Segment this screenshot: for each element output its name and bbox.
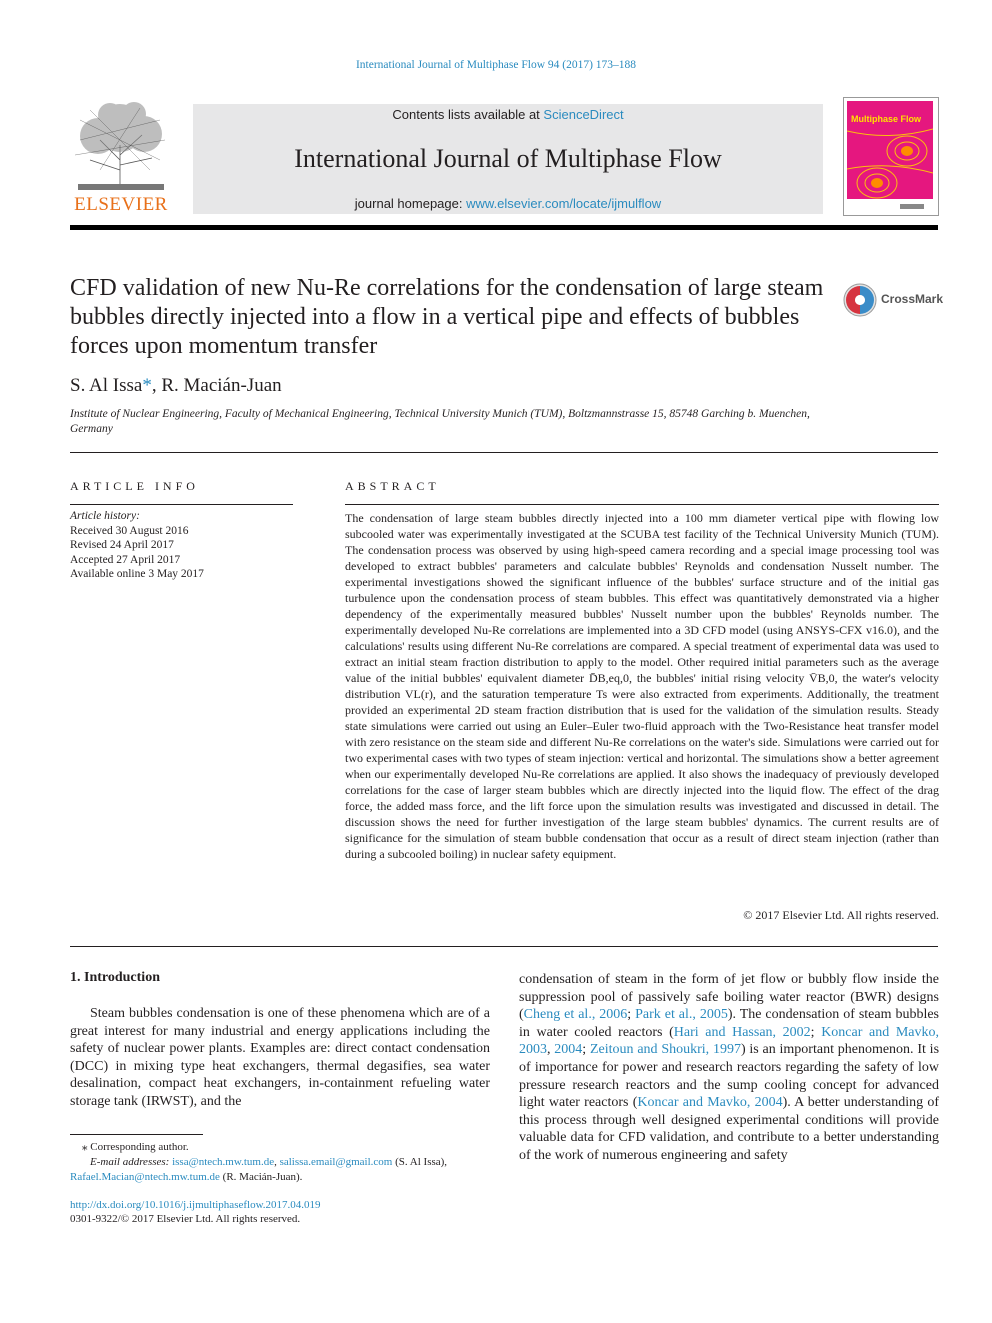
history-revised: Revised 24 April 2017 <box>70 539 174 551</box>
abstract-text: The condensation of large steam bubbles directly injected into a 100 mm diameter vertical pipe with flowing low subcooled water was experimentally investigated at the SCUBA test facility of the Technical University Munich (TUM). The condensation process was observed by using high-speed camera recording and a special image processing tool was developed to extract bubbles' parameters and calculate bubbles' Reynolds and condensation Nusselt number. The experimental investigations showed the significant influence of the bubbles' surface structure and of the initial gas turbulence upon the condensation process of steam bubbles. This effect was quantitatively demonstrated via a higher dependency of the experimentally measured bubbles' Nusselt number upon the bubbles' Reynolds number. The experimentally developed Nu-Re correlations are implemented into a 3D CFD model (using ANSYS-CFX v16.0), and the calculations' results using different Nu-Re correlations are compared. A special treatment of experimental data was used to extract an initial steam fraction distribution to apply to the model. Other required initial parameters such as the average value of the initial bubbles' equivalent diameter D̄B,eq,0, the bubbles' initial rising velocity V̄B,0, the water's velocity distribution VL(r), and the saturation temperature Ts were also extracted from experiments. Additionally, the treatment provided an experimental 2D steam fraction distribution that is used for the validation of the simulation results. Steady state simulations were carried out using an Euler–Euler two-fluid approach with the Two-Resistance heat transfer model with zero resistance on the steam side and different Nu-Re correlations on the water's side. Simulations were carried out for two experimental cases with two types of steam injection: vertical and horizontal. The simulations show a better agreement when our experimentally developed Nu-Re correlations are applied. It also shows the inadequacy of previously developed correlations for the case of larger steam bubbles which are directly injected into the liquid flow. The effect of the drag force, the added mass force, and the lift force upon the simulation results was investigated and discussed in detail. The discussion shows the need for further investigation of the large steam bubbles' dynamics. The current results are of significance for the simulation of steam bubble condensation that occur as a result of direct steam injection (rather than during a subcooled boiling) in nuclear safety equipment. <box>345 511 939 861</box>
citation-link[interactable]: 2004 <box>554 1042 583 1058</box>
section-heading-introduction: 1. Introduction <box>70 970 160 985</box>
journal-citation[interactable]: International Journal of Multiphase Flow 94 (2017) 173–188 <box>355 59 637 71</box>
author-list <box>70 375 282 397</box>
history-accepted: Accepted 27 April 2017 <box>70 553 181 566</box>
email-link[interactable]: Rafael.Macian@ntech.mw.tum.de <box>70 1171 220 1183</box>
footnote-emails <box>70 1155 490 1170</box>
divider <box>70 946 938 947</box>
intro-text: ; <box>627 1007 636 1023</box>
intro-paragraph-right <box>519 971 939 1165</box>
citation-link[interactable]: Park et al., 2005 <box>635 1007 728 1023</box>
corresponding-author-note: Corresponding author. <box>90 1141 189 1153</box>
article-info-heading: ARTICLE INFO <box>70 479 199 493</box>
intro-text: ). A better understanding of this process through well designed experimental conditions will provide valuable data for CFD validation, and contribute to a better understanding of the work of numerous engineering and safety <box>519 1095 939 1163</box>
email-owner: (S. Al Issa), <box>392 1156 448 1168</box>
sciencedirect-link[interactable]: ScienceDirect <box>543 107 624 122</box>
citation-link[interactable]: Koncar and Mavko, 2003 <box>519 1024 940 1058</box>
history-received: Received 30 August 2016 <box>70 524 189 537</box>
email-label: E-mail addresses: <box>90 1156 170 1168</box>
intro-text: ; <box>810 1024 822 1040</box>
elsevier-logo[interactable] <box>70 100 172 216</box>
footnotes <box>70 1140 490 1185</box>
intro-text: condensation of steam in the form of jet flow or bubbly flow inside the suppression pool of passively safe boiling water reactor (BWR) designs ( <box>519 972 939 1023</box>
footnote-rule <box>70 1134 203 1135</box>
homepage-line <box>193 196 823 211</box>
footnote-corresponding <box>70 1140 490 1155</box>
contents-line <box>193 107 823 122</box>
divider <box>70 452 938 453</box>
journal-homepage-link[interactable]: www.elsevier.com/locate/ijmulflow <box>466 196 662 211</box>
journal-title: International Journal of Multiphase Flow <box>294 144 722 173</box>
cover-title: Multiphase Flow <box>851 114 922 124</box>
history-online: Available online 3 May 2017 <box>70 568 204 580</box>
corresponding-mark[interactable]: * <box>142 375 152 396</box>
crossmark-icon <box>843 283 877 317</box>
email-separator: , <box>274 1156 280 1168</box>
header-rule <box>70 225 938 230</box>
journal-cover[interactable] <box>843 97 939 216</box>
affiliation: Institute of Nuclear Engineering, Faculty of Mechanical Engineering, Technical University Munich (TUM), Boltzmannstrasse 15, 85748 Garching b. Muenchen, Germany <box>70 408 810 435</box>
abstract-copyright: © 2017 Elsevier Ltd. All rights reserved. <box>743 908 939 922</box>
footnote-emails-cont <box>70 1170 490 1185</box>
intro-text: ) is an important phenomenon. It is of importance for power and research reactors regarding the safety of low pressure research reactors and the sump cooling concept for advanced light water reactors ( <box>519 1042 940 1111</box>
abstract-heading: ABSTRACT <box>345 479 440 493</box>
intro-text: ; <box>582 1042 590 1058</box>
crossmark-button[interactable] <box>843 283 943 319</box>
divider <box>70 504 293 505</box>
citation-link[interactable]: Cheng et al., 2006 <box>523 1007 628 1023</box>
citation-link[interactable]: Zeitoun and Shoukri, 1997 <box>589 1042 741 1058</box>
intro-paragraph-left: Steam bubbles condensation is one of these phenomena which are of a great interest for many industrial and energy applications including the safety of nuclear power plants. Examples are: direct contact condensation (DCC) in mixing type heat exchangers, thermal degasifies, sea water desalination, compact heat exchangers, in-containment refueling water storage tank (IRWST), and the <box>70 1006 490 1109</box>
cover-image <box>847 101 933 199</box>
doi-link[interactable]: http://dx.doi.org/10.1016/j.ijmultiphaseflow.2017.04.019 <box>70 1199 321 1211</box>
email-owner: (R. Macián-Juan). <box>219 1171 303 1183</box>
issn-copyright: 0301-9322/© 2017 Elsevier Ltd. All rights reserved. <box>70 1213 301 1225</box>
author-name: R. Macián-Juan <box>161 375 282 396</box>
email-link[interactable]: issa@ntech.mw.tum.de <box>172 1156 275 1168</box>
history-label: Article history: <box>70 510 140 522</box>
elsevier-tree-icon <box>70 100 172 192</box>
article-history <box>70 509 204 582</box>
cover-barcode-icon <box>900 204 924 209</box>
article-title: CFD validation of new Nu-Re correlations for the condensation of large steam bubbles directly injected into a flow in a vertical pipe and effects of bubbles forces upon momentum transfer <box>70 275 824 359</box>
intro-text: ). The condensation of steam bubbles in water cooled reactors ( <box>519 1007 939 1040</box>
citation-link[interactable]: Koncar and Mavko, 2004 <box>637 1095 783 1111</box>
citation-link[interactable]: Hari and Hassan, 2002 <box>673 1024 811 1040</box>
email-link[interactable]: salissa.email@gmail.com <box>279 1156 393 1168</box>
crossmark-label: CrossMark <box>881 292 944 306</box>
footnote-mark: ⁎ <box>82 1141 91 1153</box>
journal-banner <box>193 104 823 214</box>
intro-text: , <box>547 1042 555 1058</box>
contents-prefix: Contents lists available at <box>392 107 540 122</box>
elsevier-wordmark: ELSEVIER <box>74 194 168 215</box>
author-separator: , <box>151 375 162 396</box>
divider <box>345 504 939 505</box>
homepage-prefix: journal homepage: <box>354 196 463 211</box>
author-name: S. Al Issa <box>70 375 143 396</box>
